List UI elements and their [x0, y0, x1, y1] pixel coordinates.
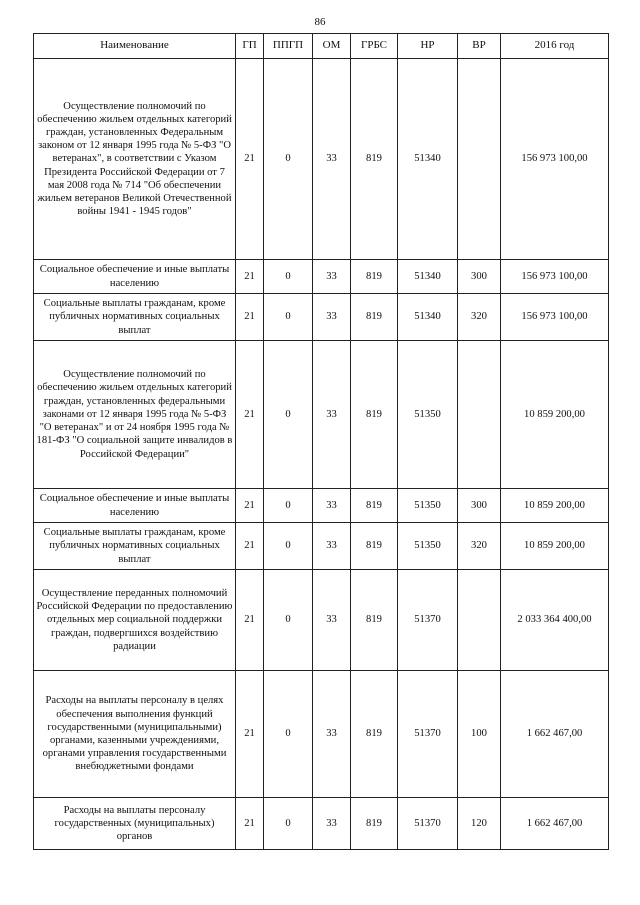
row-vr: 320 [458, 294, 501, 341]
table-row [34, 341, 609, 489]
header-gp: ГП [236, 34, 264, 59]
table-row [34, 59, 609, 260]
row-vr [458, 59, 501, 260]
row-om: 33 [313, 570, 351, 671]
row-amount: 1 662 467,00 [501, 798, 609, 850]
row-om: 33 [313, 341, 351, 489]
row-ppgp: 0 [264, 671, 313, 798]
row-amount: 2 033 364 400,00 [501, 570, 609, 671]
header-vr: ВР [458, 34, 501, 59]
header-row [34, 34, 609, 59]
row-nr: 51370 [398, 570, 458, 671]
row-om: 33 [313, 523, 351, 570]
row-grbs: 819 [351, 341, 398, 489]
row-gp: 21 [236, 260, 264, 294]
row-ppgp: 0 [264, 341, 313, 489]
table-row [34, 798, 609, 850]
row-amount: 156 973 100,00 [501, 260, 609, 294]
budget-table [33, 33, 609, 850]
row-gp: 21 [236, 671, 264, 798]
row-om: 33 [313, 59, 351, 260]
row-gp: 21 [236, 59, 264, 260]
row-name: Социальное обеспечение и иные выплаты населению [34, 260, 236, 294]
row-name: Социальное обеспечение и иные выплаты населению [34, 489, 236, 523]
row-vr [458, 341, 501, 489]
table-row [34, 671, 609, 798]
row-nr: 51340 [398, 260, 458, 294]
row-nr: 51370 [398, 798, 458, 850]
row-amount: 10 859 200,00 [501, 523, 609, 570]
row-nr: 51340 [398, 59, 458, 260]
row-om: 33 [313, 294, 351, 341]
header-grbs: ГРБС [351, 34, 398, 59]
row-ppgp: 0 [264, 523, 313, 570]
row-om: 33 [313, 798, 351, 850]
row-vr: 300 [458, 489, 501, 523]
row-vr [458, 570, 501, 671]
row-name: Осуществление полномочий по обеспечению жильем отдельных категорий граждан, установленных Федеральным законом от 12 января 1995 года № 5-ФЗ "О ветеранах", в соответствии с Указом Президента Российской Федерации от 7 мая 2008 года № 714 "Об обеспечении жильем ветеранов Великой Отечественной войны 1941 - 1945 годов" [34, 59, 236, 260]
row-vr: 100 [458, 671, 501, 798]
row-amount: 10 859 200,00 [501, 341, 609, 489]
row-name: Осуществление переданных полномочий Российской Федерации по предоставлению отдельных мер социальной поддержки граждан, подвергшихся воздействию радиации [34, 570, 236, 671]
page-number: 86 [314, 16, 326, 28]
row-amount: 156 973 100,00 [501, 294, 609, 341]
row-nr: 51350 [398, 489, 458, 523]
row-name: Социальные выплаты гражданам, кроме публичных нормативных социальных выплат [34, 294, 236, 341]
table-row [34, 489, 609, 523]
table-row [34, 523, 609, 570]
row-nr: 51370 [398, 671, 458, 798]
row-grbs: 819 [351, 570, 398, 671]
row-vr: 320 [458, 523, 501, 570]
row-name: Социальные выплаты гражданам, кроме публичных нормативных социальных выплат [34, 523, 236, 570]
row-grbs: 819 [351, 294, 398, 341]
row-ppgp: 0 [264, 570, 313, 671]
header-year-2016: 2016 год [501, 34, 609, 59]
row-gp: 21 [236, 570, 264, 671]
row-grbs: 819 [351, 798, 398, 850]
row-gp: 21 [236, 294, 264, 341]
row-vr: 300 [458, 260, 501, 294]
row-vr: 120 [458, 798, 501, 850]
row-grbs: 819 [351, 59, 398, 260]
header-nr: НР [398, 34, 458, 59]
row-grbs: 819 [351, 523, 398, 570]
row-gp: 21 [236, 798, 264, 850]
row-nr: 51350 [398, 523, 458, 570]
table-row [34, 260, 609, 294]
row-om: 33 [313, 260, 351, 294]
header-om: ОМ [313, 34, 351, 59]
row-gp: 21 [236, 523, 264, 570]
table-row [34, 294, 609, 341]
row-ppgp: 0 [264, 59, 313, 260]
row-amount: 1 662 467,00 [501, 671, 609, 798]
row-om: 33 [313, 489, 351, 523]
row-grbs: 819 [351, 489, 398, 523]
row-amount: 156 973 100,00 [501, 59, 609, 260]
row-grbs: 819 [351, 260, 398, 294]
row-name: Осуществление полномочий по обеспечению жильем отдельных категорий граждан, установленных федеральными законами от 12 января 1995 года № 5-ФЗ "О ветеранах" и от 24 ноября 1995 года № 181-ФЗ "О социальной защите инвалидов в Российской Федерации" [34, 341, 236, 489]
header-ppgp: ППГП [264, 34, 313, 59]
header-name: Наименование [34, 34, 236, 59]
row-ppgp: 0 [264, 489, 313, 523]
row-grbs: 819 [351, 671, 398, 798]
row-ppgp: 0 [264, 260, 313, 294]
row-nr: 51340 [398, 294, 458, 341]
row-name: Расходы на выплаты персоналу государственных (муниципальных) органов [34, 798, 236, 850]
row-ppgp: 0 [264, 294, 313, 341]
row-om: 33 [313, 671, 351, 798]
row-gp: 21 [236, 489, 264, 523]
row-name: Расходы на выплаты персоналу в целях обеспечения выполнения функций государственными (муниципальными) органами, казенными учреждениями, органами управления государственными внебюджетными фондами [34, 671, 236, 798]
row-gp: 21 [236, 341, 264, 489]
table-row [34, 570, 609, 671]
row-nr: 51350 [398, 341, 458, 489]
row-ppgp: 0 [264, 798, 313, 850]
row-amount: 10 859 200,00 [501, 489, 609, 523]
